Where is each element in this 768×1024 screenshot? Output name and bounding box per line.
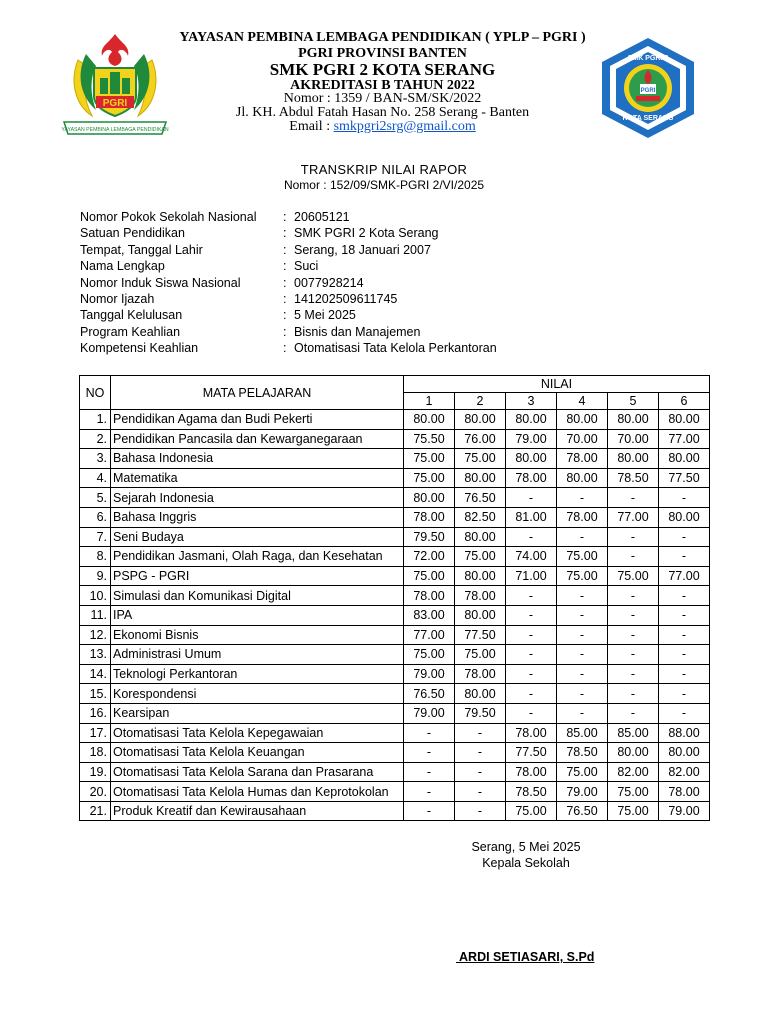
identity-value: Otomatisasi Tata Kelola Perkantoran <box>294 341 497 356</box>
score-semester-6: - <box>659 586 710 606</box>
score-semester-4: - <box>557 586 608 606</box>
score-semester-2: 80.00 <box>455 605 506 625</box>
score-semester-5: 75.00 <box>608 782 659 802</box>
score-semester-3: 71.00 <box>506 566 557 586</box>
identity-value: Serang, 18 Januari 2007 <box>294 242 431 257</box>
score-semester-4: 80.00 <box>557 468 608 488</box>
score-semester-6: - <box>659 547 710 567</box>
score-semester-5: - <box>608 645 659 665</box>
score-semester-3: - <box>506 527 557 547</box>
score-semester-2: 80.00 <box>455 527 506 547</box>
school-name: SMK PGRI 2 KOTA SERANG <box>269 60 496 79</box>
email-link[interactable]: smkpgri2srg@gmail.com <box>333 119 476 134</box>
score-semester-5: - <box>608 605 659 625</box>
identity-value: Suci <box>294 259 319 274</box>
score-semester-6: 78.00 <box>659 782 710 802</box>
identity-label: Tempat, Tanggal Lahir <box>80 242 203 257</box>
score-semester-6: - <box>659 527 710 547</box>
table-row <box>80 586 710 606</box>
score-semester-2: - <box>455 762 506 782</box>
score-semester-1: - <box>404 762 455 782</box>
row-number: 1. <box>80 410 111 430</box>
score-semester-2: - <box>455 723 506 743</box>
subject-name: Ekonomi Bisnis <box>111 625 404 645</box>
subject-name: Pendidikan Agama dan Budi Pekerti <box>111 410 404 430</box>
row-number: 9. <box>80 566 111 586</box>
subject-name: Bahasa Indonesia <box>111 449 404 469</box>
score-semester-1: - <box>404 743 455 763</box>
score-semester-3: - <box>506 684 557 704</box>
score-semester-5: - <box>608 586 659 606</box>
score-semester-4: 85.00 <box>557 723 608 743</box>
score-semester-5: - <box>608 527 659 547</box>
identity-label: Nomor Ijazah <box>80 291 155 306</box>
identity-label: Nomor Induk Siswa Nasional <box>80 275 241 290</box>
identity-colon: : <box>283 226 287 241</box>
score-semester-2: 78.00 <box>455 586 506 606</box>
score-semester-1: 79.00 <box>404 664 455 684</box>
score-semester-4: 79.00 <box>557 782 608 802</box>
row-number: 2. <box>80 429 111 449</box>
identity-label: Nomor Pokok Sekolah Nasional <box>80 210 257 224</box>
score-semester-5: 85.00 <box>608 723 659 743</box>
score-semester-1: 79.50 <box>404 527 455 547</box>
score-semester-6: 77.50 <box>659 468 710 488</box>
identity-label: Tanggal Kelulusan <box>80 308 183 323</box>
score-semester-3: 80.00 <box>506 410 557 430</box>
score-semester-3: 81.00 <box>506 507 557 527</box>
row-number: 3. <box>80 449 111 469</box>
row-number: 20. <box>80 782 111 802</box>
identity-label: Nama Lengkap <box>80 259 165 274</box>
score-semester-6: - <box>659 664 710 684</box>
score-semester-2: - <box>455 743 506 763</box>
score-semester-4: 75.00 <box>557 547 608 567</box>
table-row <box>80 664 710 684</box>
score-semester-1: - <box>404 782 455 802</box>
smk-pgri-2-kota-serang-emblem-icon <box>596 36 700 140</box>
table-row <box>80 723 710 743</box>
score-semester-3: - <box>506 664 557 684</box>
header-semester-2: 2 <box>455 393 506 410</box>
identity-label: Satuan Pendidikan <box>80 226 185 241</box>
table-row <box>80 703 710 723</box>
score-semester-3: - <box>506 625 557 645</box>
score-semester-4: - <box>557 527 608 547</box>
row-number: 19. <box>80 762 111 782</box>
score-semester-5: 77.00 <box>608 507 659 527</box>
table-row <box>80 625 710 645</box>
score-semester-1: - <box>404 801 455 821</box>
svg-text:YAYASAN PEMBINA LEMBAGA PENDID: YAYASAN PEMBINA LEMBAGA PENDIDIKAN <box>61 127 169 133</box>
foundation-name: YAYASAN PEMBINA LEMBAGA PENDIDIKAN ( YPLP – PGRI ) <box>179 30 586 45</box>
identity-value: SMK PGRI 2 Kota Serang <box>294 226 439 241</box>
score-semester-6: - <box>659 703 710 723</box>
row-number: 4. <box>80 468 111 488</box>
score-semester-5: 75.00 <box>608 801 659 821</box>
score-semester-4: - <box>557 488 608 508</box>
score-semester-3: 77.50 <box>506 743 557 763</box>
row-number: 17. <box>80 723 111 743</box>
score-semester-6: - <box>659 625 710 645</box>
score-semester-1: 79.00 <box>404 703 455 723</box>
score-semester-4: - <box>557 645 608 665</box>
score-semester-5: 80.00 <box>608 743 659 763</box>
score-semester-1: 77.00 <box>404 625 455 645</box>
header-semester-3: 3 <box>506 393 557 410</box>
score-semester-5: 78.50 <box>608 468 659 488</box>
svg-text:PGRI: PGRI <box>640 88 656 94</box>
score-semester-2: 75.00 <box>455 449 506 469</box>
table-row <box>80 488 710 508</box>
subject-name: Produk Kreatif dan Kewirausahaan <box>111 801 404 821</box>
score-semester-1: 76.50 <box>404 684 455 704</box>
score-semester-2: 76.50 <box>455 488 506 508</box>
row-number: 6. <box>80 507 111 527</box>
row-number: 14. <box>80 664 111 684</box>
identity-value: 20605121 <box>294 210 350 224</box>
score-semester-6: 79.00 <box>659 801 710 821</box>
score-semester-5: 75.00 <box>608 566 659 586</box>
score-semester-4: 75.00 <box>557 762 608 782</box>
score-semester-1: 75.00 <box>404 449 455 469</box>
table-row <box>80 605 710 625</box>
signature-name: ARDI SETIASARI, S.Pd <box>456 950 595 964</box>
score-semester-1: 72.00 <box>404 547 455 567</box>
row-number: 21. <box>80 801 111 821</box>
score-semester-5: - <box>608 684 659 704</box>
subject-name: Sejarah Indonesia <box>111 488 404 508</box>
score-semester-4: 80.00 <box>557 410 608 430</box>
row-number: 12. <box>80 625 111 645</box>
identity-label: Program Keahlian <box>80 324 181 339</box>
email-label: Email : <box>289 119 334 134</box>
score-semester-2: 77.50 <box>455 625 506 645</box>
score-semester-2: 80.00 <box>455 566 506 586</box>
pgri-logo-icon <box>60 30 170 140</box>
score-semester-6: - <box>659 684 710 704</box>
signature-role: Kepala Sekolah <box>482 856 570 870</box>
header-nilai: NILAI <box>404 376 710 393</box>
score-semester-4: - <box>557 684 608 704</box>
svg-text:SMK PGRI 2: SMK PGRI 2 <box>627 55 669 62</box>
row-number: 15. <box>80 684 111 704</box>
score-semester-4: - <box>557 625 608 645</box>
score-semester-2: - <box>455 801 506 821</box>
identity-value: 141202509611745 <box>294 291 398 306</box>
score-semester-2: 78.00 <box>455 664 506 684</box>
score-semester-3: 78.00 <box>506 723 557 743</box>
table-row <box>80 410 710 430</box>
row-number: 7. <box>80 527 111 547</box>
score-semester-6: 80.00 <box>659 449 710 469</box>
score-semester-3: 79.00 <box>506 429 557 449</box>
grades-body <box>80 410 710 821</box>
accreditation-number: Nomor : 1359 / BAN-SM/SK/2022 <box>283 91 482 106</box>
header-semester-1: 1 <box>404 393 455 410</box>
identity-value: 5 Mei 2025 <box>294 308 356 323</box>
subject-name: Seni Budaya <box>111 527 404 547</box>
score-semester-2: 79.50 <box>455 703 506 723</box>
svg-text:KOTA SERANG: KOTA SERANG <box>622 115 674 122</box>
score-semester-4: 78.00 <box>557 449 608 469</box>
subject-name: Otomatisasi Tata Kelola Kepegawaian <box>111 723 404 743</box>
subject-name: Pendidikan Pancasila dan Kewarganegaraan <box>111 429 404 449</box>
score-semester-3: 78.00 <box>506 468 557 488</box>
score-semester-5: - <box>608 625 659 645</box>
score-semester-5: 70.00 <box>608 429 659 449</box>
score-semester-5: 80.00 <box>608 410 659 430</box>
score-semester-2: 75.00 <box>455 645 506 665</box>
subject-name: PSPG - PGRI <box>111 566 404 586</box>
score-semester-2: 82.50 <box>455 507 506 527</box>
table-row <box>80 801 710 821</box>
row-number: 5. <box>80 488 111 508</box>
subject-name: Bahasa Inggris <box>111 507 404 527</box>
subject-name: Kearsipan <box>111 703 404 723</box>
table-row <box>80 743 710 763</box>
identity-value: Bisnis dan Manajemen <box>294 324 421 339</box>
row-number: 13. <box>80 645 111 665</box>
score-semester-3: 74.00 <box>506 547 557 567</box>
score-semester-5: 82.00 <box>608 762 659 782</box>
score-semester-4: 75.00 <box>557 566 608 586</box>
row-number: 11. <box>80 605 111 625</box>
identity-colon: : <box>283 324 287 339</box>
score-semester-5: - <box>608 547 659 567</box>
score-semester-5: - <box>608 703 659 723</box>
score-semester-1: 75.50 <box>404 429 455 449</box>
score-semester-6: 80.00 <box>659 507 710 527</box>
score-semester-1: 78.00 <box>404 586 455 606</box>
table-row <box>80 527 710 547</box>
score-semester-2: 76.00 <box>455 429 506 449</box>
signature-place-date: Serang, 5 Mei 2025 <box>471 840 581 854</box>
score-semester-2: 75.00 <box>455 547 506 567</box>
score-semester-3: 78.50 <box>506 782 557 802</box>
table-row <box>80 684 710 704</box>
score-semester-4: 78.50 <box>557 743 608 763</box>
score-semester-4: - <box>557 703 608 723</box>
subject-name: Matematika <box>111 468 404 488</box>
subject-name: Administrasi Umum <box>111 645 404 665</box>
score-semester-3: - <box>506 605 557 625</box>
row-number: 10. <box>80 586 111 606</box>
score-semester-6: - <box>659 488 710 508</box>
score-semester-2: 80.00 <box>455 410 506 430</box>
table-row <box>80 782 710 802</box>
score-semester-6: 80.00 <box>659 743 710 763</box>
header-semester-6: 6 <box>659 393 710 410</box>
score-semester-6: 77.00 <box>659 566 710 586</box>
score-semester-6: 80.00 <box>659 410 710 430</box>
subject-name: Otomatisasi Tata Kelola Sarana dan Prasarana <box>111 762 404 782</box>
score-semester-3: 78.00 <box>506 762 557 782</box>
table-row <box>80 645 710 665</box>
identity-label: Kompetensi Keahlian <box>80 341 199 356</box>
school-address: Jl. KH. Abdul Fatah Hasan No. 258 Serang - Banten <box>235 105 530 120</box>
score-semester-1: 83.00 <box>404 605 455 625</box>
score-semester-6: 77.00 <box>659 429 710 449</box>
subject-name: Teknologi Perkantoran <box>111 664 404 684</box>
score-semester-2: 80.00 <box>455 468 506 488</box>
table-row <box>80 507 710 527</box>
header-semester-5: 5 <box>608 393 659 410</box>
score-semester-3: - <box>506 645 557 665</box>
email-line <box>170 119 595 135</box>
score-semester-3: - <box>506 703 557 723</box>
identity-colon: : <box>283 308 287 323</box>
score-semester-6: - <box>659 645 710 665</box>
subject-name: Pendidikan Jasmani, Olah Raga, dan Kesehatan <box>111 547 404 567</box>
score-semester-3: 75.00 <box>506 801 557 821</box>
identity-colon: : <box>283 210 287 224</box>
header-subject: MATA PELAJARAN <box>111 376 404 410</box>
subject-name: Korespondensi <box>111 684 404 704</box>
score-semester-1: - <box>404 723 455 743</box>
score-semester-1: 75.00 <box>404 645 455 665</box>
score-semester-2: - <box>455 782 506 802</box>
subject-name: Simulasi dan Komunikasi Digital <box>111 586 404 606</box>
score-semester-5: - <box>608 488 659 508</box>
score-semester-1: 80.00 <box>404 410 455 430</box>
score-semester-2: 80.00 <box>455 684 506 704</box>
subject-name: Otomatisasi Tata Kelola Humas dan Keprotokolan <box>111 782 404 802</box>
score-semester-1: 78.00 <box>404 507 455 527</box>
score-semester-6: - <box>659 605 710 625</box>
score-semester-3: - <box>506 586 557 606</box>
score-semester-3: - <box>506 488 557 508</box>
table-row <box>80 762 710 782</box>
score-semester-5: 80.00 <box>608 449 659 469</box>
identity-colon: : <box>283 259 287 274</box>
score-semester-1: 75.00 <box>404 468 455 488</box>
score-semester-1: 75.00 <box>404 566 455 586</box>
table-row <box>80 468 710 488</box>
row-number: 8. <box>80 547 111 567</box>
table-row <box>80 566 710 586</box>
document-title: TRANSKRIP NILAI RAPOR <box>300 162 468 177</box>
score-semester-4: 78.00 <box>557 507 608 527</box>
identity-value: 0077928214 <box>294 275 364 290</box>
accreditation: AKREDITASI B TAHUN 2022 <box>290 78 475 93</box>
score-semester-5: - <box>608 664 659 684</box>
grades-table <box>79 375 710 821</box>
identity-colon: : <box>283 291 287 306</box>
header-semester-4: 4 <box>557 393 608 410</box>
score-semester-6: 82.00 <box>659 762 710 782</box>
table-row <box>80 449 710 469</box>
identity-colon: : <box>283 242 287 257</box>
identity-colon: : <box>283 275 287 290</box>
subject-name: IPA <box>111 605 404 625</box>
score-semester-4: - <box>557 664 608 684</box>
header-no: NO <box>80 376 111 410</box>
score-semester-6: 88.00 <box>659 723 710 743</box>
identity-colon: : <box>283 341 287 356</box>
province-name: PGRI PROVINSI BANTEN <box>298 46 467 61</box>
row-number: 16. <box>80 703 111 723</box>
row-number: 18. <box>80 743 111 763</box>
table-row <box>80 547 710 567</box>
score-semester-4: - <box>557 605 608 625</box>
svg-text:PGRI: PGRI <box>102 98 128 109</box>
document-number: Nomor : 152/09/SMK-PGRI 2/VI/2025 <box>283 178 485 192</box>
score-semester-1: 80.00 <box>404 488 455 508</box>
score-semester-3: 80.00 <box>506 449 557 469</box>
score-semester-4: 76.50 <box>557 801 608 821</box>
score-semester-4: 70.00 <box>557 429 608 449</box>
table-row <box>80 429 710 449</box>
subject-name: Otomatisasi Tata Kelola Keuangan <box>111 743 404 763</box>
